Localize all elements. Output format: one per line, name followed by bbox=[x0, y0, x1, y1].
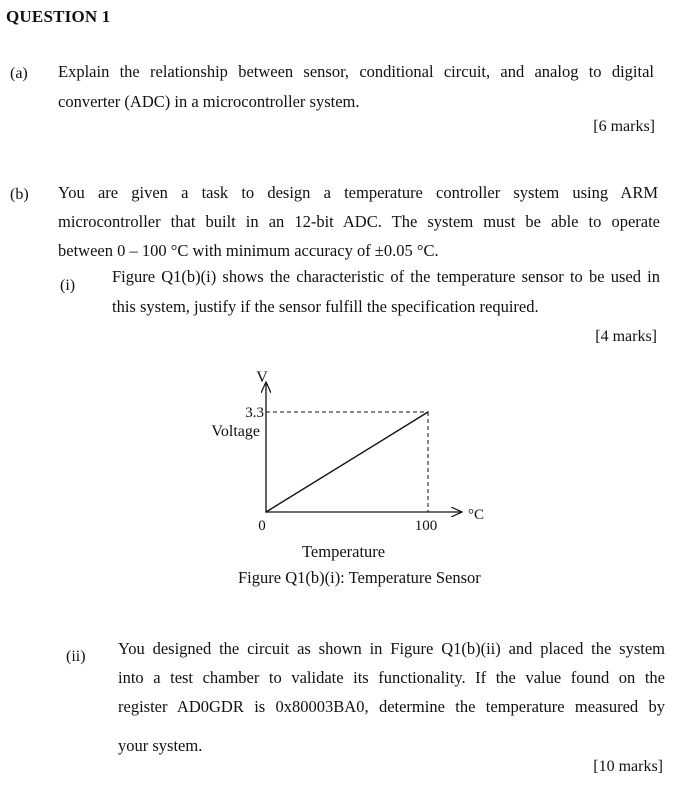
part-a-label: (a) bbox=[10, 65, 28, 82]
part-b-line-3: between 0 – 100 °C with minimum accuracy of ±0.05 °C. bbox=[58, 241, 439, 260]
part-a-marks: [6 marks] bbox=[593, 118, 655, 135]
part-a-line-2: converter (ADC) in a microcontroller system. bbox=[58, 92, 360, 111]
part-b-i-label: (i) bbox=[60, 277, 76, 294]
y-tick-label: 3.3 bbox=[245, 405, 264, 421]
part-b-ii-label: (ii) bbox=[66, 648, 86, 665]
part-b-label: (b) bbox=[10, 186, 29, 203]
series-line-sensor-output bbox=[266, 412, 428, 512]
part-b-i-line-2: this system, justify if the sensor fulfill the specification required. bbox=[112, 297, 539, 316]
part-b-ii-marks: [10 marks] bbox=[593, 758, 663, 775]
figure-caption: Figure Q1(b)(i): Temperature Sensor bbox=[238, 568, 481, 587]
temperature-sensor-chart bbox=[180, 360, 520, 560]
x-axis-symbol: °C bbox=[467, 507, 485, 523]
part-b-i-line-1: Figure Q1(b)(i) shows the characteristic of the temperature sensor to be used in bbox=[112, 267, 660, 286]
part-b-ii-line-1: You designed the circuit as shown in Figure Q1(b)(ii) and placed the system bbox=[118, 639, 665, 658]
part-b-ii-line-4: your system. bbox=[118, 736, 203, 755]
data-point bbox=[265, 511, 267, 513]
x-tick-label: 0 bbox=[258, 518, 266, 534]
y-axis-title: Voltage bbox=[211, 423, 260, 440]
part-a-line-1: Explain the relationship between sensor, conditional circuit, and analog to digital bbox=[58, 62, 654, 81]
part-b-line-1: You are given a task to design a temperature controller system using ARM bbox=[58, 183, 658, 202]
part-b-i-marks: [4 marks] bbox=[595, 328, 657, 345]
question-title: QUESTION 1 bbox=[6, 7, 111, 26]
part-b-ii-line-2: into a test chamber to validate its functionality. If the value found on the bbox=[118, 668, 665, 687]
part-b-line-2: microcontroller that built in an 12-bit ADC. The system must be able to operate bbox=[58, 212, 660, 231]
y-axis-symbol: V bbox=[256, 369, 268, 386]
x-axis-title: Temperature bbox=[302, 542, 386, 561]
part-b-ii-line-3: register AD0GDR is 0x80003BA0, determine the temperature measured by bbox=[118, 697, 665, 716]
x-tick-label: 100 bbox=[414, 518, 438, 534]
